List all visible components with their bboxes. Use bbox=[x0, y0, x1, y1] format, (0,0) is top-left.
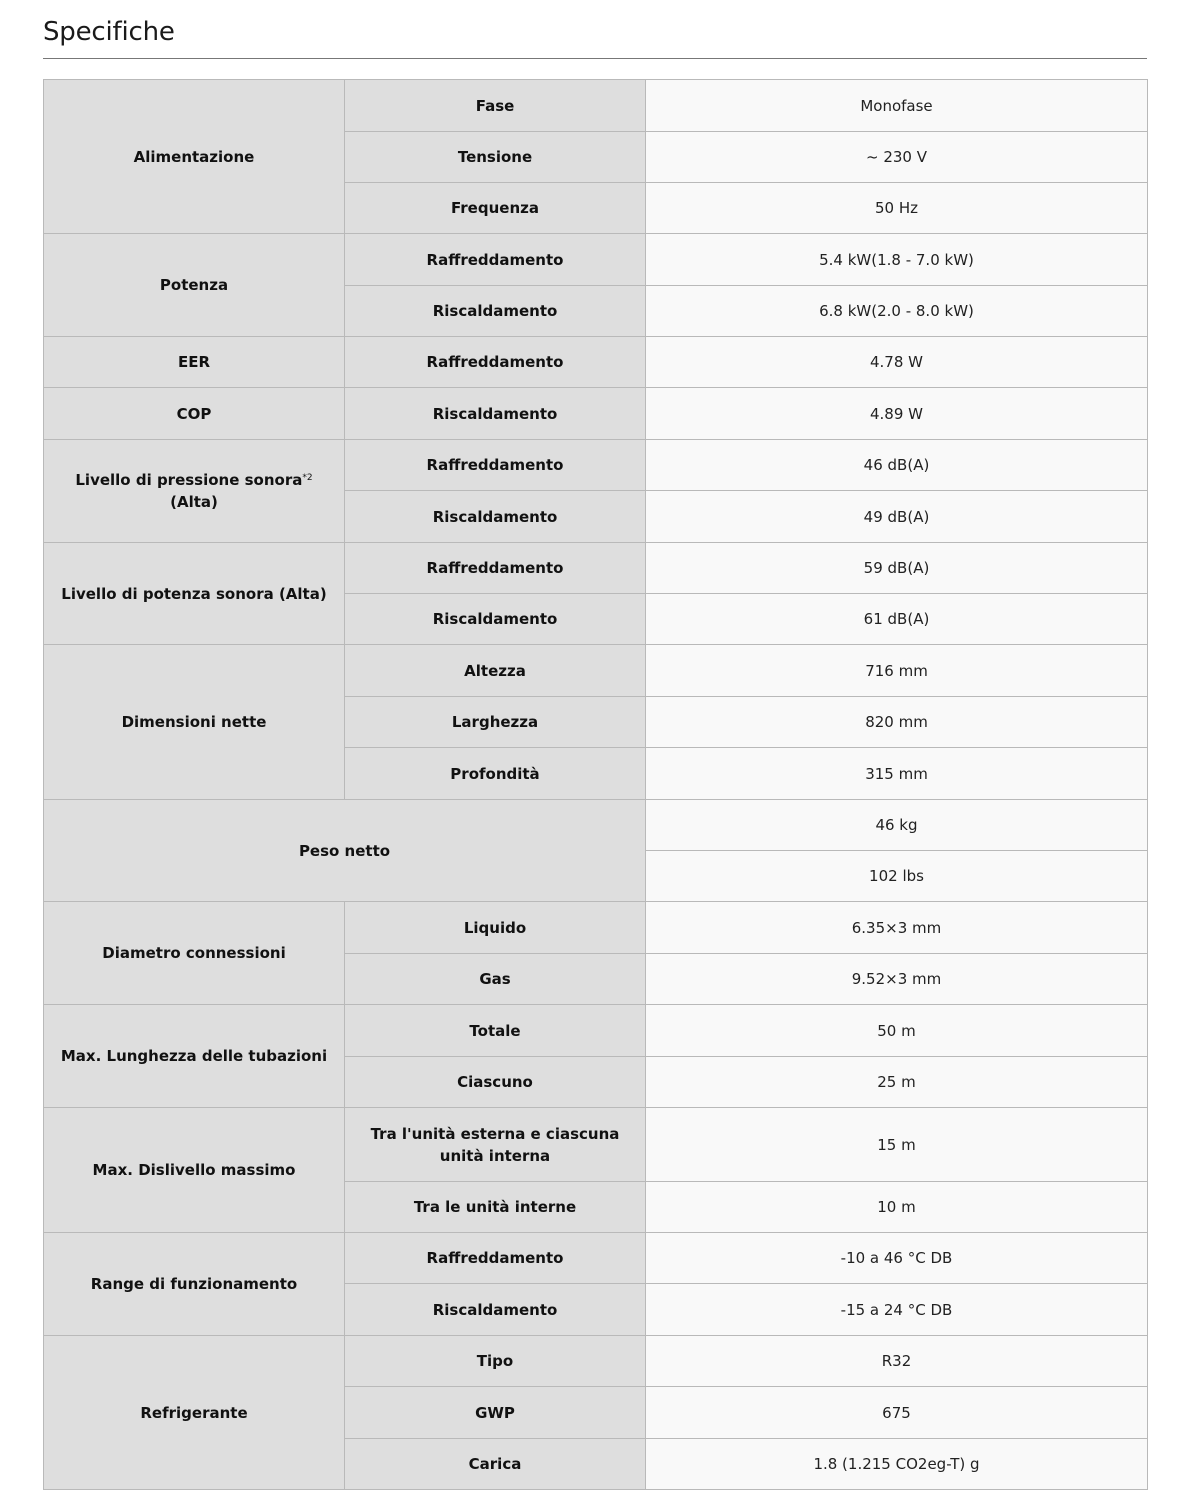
spec-value: 46 dB(A) bbox=[646, 440, 1148, 491]
table-row bbox=[44, 1233, 1148, 1284]
group-diametro: Diametro connessioni bbox=[44, 902, 345, 1005]
table-row bbox=[44, 440, 1148, 491]
param-label: Larghezza bbox=[345, 697, 646, 748]
param-label: Riscaldamento bbox=[345, 286, 646, 337]
spec-value: 9.52×3 mm bbox=[646, 954, 1148, 1005]
spec-value: ~ 230 V bbox=[646, 132, 1148, 183]
title-divider bbox=[43, 58, 1147, 59]
param-label: Tensione bbox=[345, 132, 646, 183]
param-label: Tra l'unità esterna e ciascuna unità interna bbox=[345, 1108, 646, 1182]
spec-value: 50 m bbox=[646, 1005, 1148, 1057]
spec-value: 10 m bbox=[646, 1182, 1148, 1233]
param-label: Raffreddamento bbox=[345, 337, 646, 388]
spec-value: 49 dB(A) bbox=[646, 491, 1148, 543]
spec-value: 15 m bbox=[646, 1108, 1148, 1182]
table-row bbox=[44, 902, 1148, 954]
group-potenza-sonora: Livello di potenza sonora (Alta) bbox=[44, 543, 345, 645]
table-row bbox=[44, 543, 1148, 594]
table-row bbox=[44, 388, 1148, 440]
table-row bbox=[44, 1005, 1148, 1057]
param-label: Totale bbox=[345, 1005, 646, 1057]
group-pressione-sonora bbox=[44, 440, 345, 543]
param-label: Fase bbox=[345, 80, 646, 132]
param-label: GWP bbox=[345, 1387, 646, 1439]
spec-value: 1.8 (1.215 CO2eg-T) g bbox=[646, 1439, 1148, 1490]
group-dimensioni: Dimensioni nette bbox=[44, 645, 345, 800]
spec-value: 6.35×3 mm bbox=[646, 902, 1148, 954]
table-row bbox=[44, 1108, 1148, 1182]
spec-value: 102 lbs bbox=[646, 851, 1148, 902]
table-row bbox=[44, 80, 1148, 132]
table-row bbox=[44, 234, 1148, 286]
spec-value: 4.78 W bbox=[646, 337, 1148, 388]
table-row bbox=[44, 645, 1148, 697]
group-alimentazione: Alimentazione bbox=[44, 80, 345, 234]
spec-value: 4.89 W bbox=[646, 388, 1148, 440]
group-eer: EER bbox=[44, 337, 345, 388]
param-label: Riscaldamento bbox=[345, 491, 646, 543]
spec-value: 46 kg bbox=[646, 800, 1148, 851]
param-label: Riscaldamento bbox=[345, 594, 646, 645]
spec-value: 820 mm bbox=[646, 697, 1148, 748]
param-label: Liquido bbox=[345, 902, 646, 954]
spec-value: -10 a 46 °C DB bbox=[646, 1233, 1148, 1284]
group-range-funzionamento: Range di funzionamento bbox=[44, 1233, 345, 1336]
param-label: Raffreddamento bbox=[345, 234, 646, 286]
param-label: Raffreddamento bbox=[345, 1233, 646, 1284]
spec-value: R32 bbox=[646, 1336, 1148, 1387]
param-label: Riscaldamento bbox=[345, 388, 646, 440]
table-row bbox=[44, 1336, 1148, 1387]
section-title: Specifiche bbox=[43, 17, 175, 47]
spec-value: 716 mm bbox=[646, 645, 1148, 697]
group-refrigerante: Refrigerante bbox=[44, 1336, 345, 1490]
param-label: Gas bbox=[345, 954, 646, 1005]
param-label: Tipo bbox=[345, 1336, 646, 1387]
group-label-suffix: (Alta) bbox=[170, 493, 218, 511]
param-label: Riscaldamento bbox=[345, 1284, 646, 1336]
table-row bbox=[44, 800, 1148, 851]
footnote-marker: *2 bbox=[302, 473, 313, 483]
spec-value: 59 dB(A) bbox=[646, 543, 1148, 594]
param-label: Raffreddamento bbox=[345, 440, 646, 491]
group-cop: COP bbox=[44, 388, 345, 440]
param-label: Ciascuno bbox=[345, 1057, 646, 1108]
param-label: Altezza bbox=[345, 645, 646, 697]
spec-value: 5.4 kW(1.8 - 7.0 kW) bbox=[646, 234, 1148, 286]
param-label: Frequenza bbox=[345, 183, 646, 234]
spec-value: 675 bbox=[646, 1387, 1148, 1439]
group-lunghezza-tubazioni: Max. Lunghezza delle tubazioni bbox=[44, 1005, 345, 1108]
spec-value: 61 dB(A) bbox=[646, 594, 1148, 645]
group-potenza: Potenza bbox=[44, 234, 345, 337]
group-label: Livello di pressione sonora bbox=[75, 471, 303, 489]
param-label: Raffreddamento bbox=[345, 543, 646, 594]
spec-value: Monofase bbox=[646, 80, 1148, 132]
spec-value: 25 m bbox=[646, 1057, 1148, 1108]
param-label: Profondità bbox=[345, 748, 646, 800]
param-label: Carica bbox=[345, 1439, 646, 1490]
table-row bbox=[44, 337, 1148, 388]
param-label: Tra le unità interne bbox=[345, 1182, 646, 1233]
spec-value: 50 Hz bbox=[646, 183, 1148, 234]
spec-value: 315 mm bbox=[646, 748, 1148, 800]
group-dislivello: Max. Dislivello massimo bbox=[44, 1108, 345, 1233]
spec-table bbox=[43, 79, 1148, 1490]
spec-value: -15 a 24 °C DB bbox=[646, 1284, 1148, 1336]
spec-value: 6.8 kW(2.0 - 8.0 kW) bbox=[646, 286, 1148, 337]
group-peso-netto: Peso netto bbox=[44, 800, 646, 902]
